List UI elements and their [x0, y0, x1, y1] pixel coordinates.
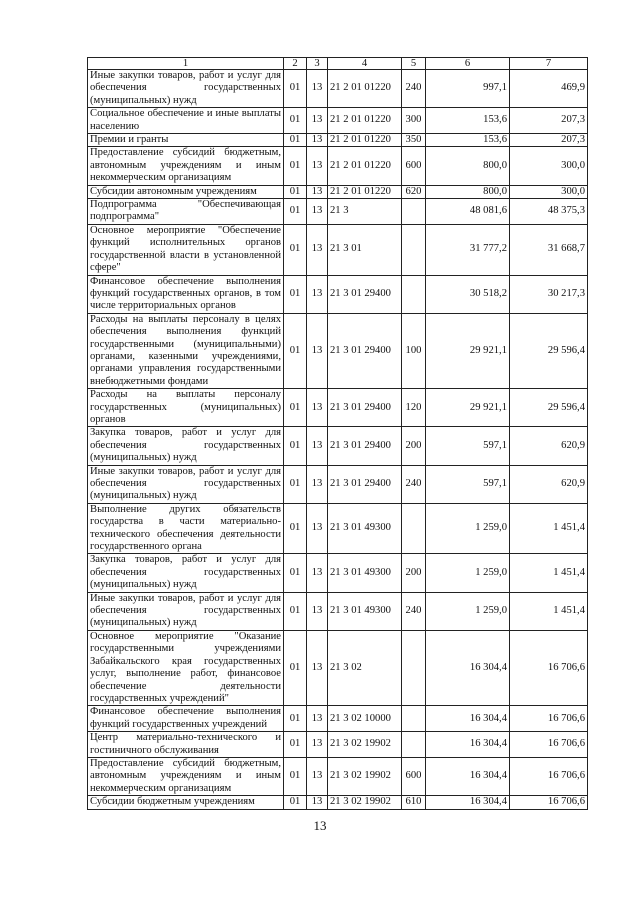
cell-amount-year-2: 29 596,4 — [510, 313, 588, 388]
cell-subsection: 13 — [307, 389, 328, 427]
cell-expense-type — [402, 706, 426, 732]
cell-section: 01 — [284, 465, 307, 503]
cell-target-article: 21 3 02 19902 — [328, 796, 402, 809]
table-row — [88, 147, 588, 185]
cell-amount-year-1: 29 921,1 — [426, 313, 510, 388]
table-row — [88, 108, 588, 134]
cell-expense-type: 120 — [402, 389, 426, 427]
cell-subsection: 13 — [307, 134, 328, 147]
cell-subsection: 13 — [307, 147, 328, 185]
cell-section: 01 — [284, 796, 307, 809]
table-row — [88, 732, 588, 758]
cell-target-article: 21 3 01 — [328, 224, 402, 275]
cell-amount-year-1: 597,1 — [426, 465, 510, 503]
cell-amount-year-1: 16 304,4 — [426, 706, 510, 732]
cell-amount-year-1: 30 518,2 — [426, 275, 510, 313]
cell-expense-type: 240 — [402, 592, 426, 630]
cell-amount-year-2: 31 668,7 — [510, 224, 588, 275]
header-col-3: 3 — [307, 58, 328, 70]
cell-item-name: Основное мероприятие "Оказание государственными учреждениями Забайкальского края государственных услуг, выполнение работ, финансовое обеспечение деятельности государственных учреждений" — [88, 630, 284, 705]
cell-item-name: Основное мероприятие "Обеспечение функций исполнительных органов государственной власти в установленной сфере" — [88, 224, 284, 275]
cell-amount-year-1: 16 304,4 — [426, 796, 510, 809]
cell-item-name: Субсидии автономным учреждениям — [88, 185, 284, 198]
cell-item-name: Иные закупки товаров, работ и услуг для обеспечения государственных (муниципальных) нужд — [88, 70, 284, 108]
cell-amount-year-1: 16 304,4 — [426, 732, 510, 758]
cell-subsection: 13 — [307, 706, 328, 732]
cell-expense-type: 600 — [402, 147, 426, 185]
cell-expense-type: 620 — [402, 185, 426, 198]
cell-amount-year-2: 300,0 — [510, 185, 588, 198]
cell-amount-year-2: 16 706,6 — [510, 706, 588, 732]
cell-section: 01 — [284, 70, 307, 108]
cell-target-article: 21 3 01 49300 — [328, 592, 402, 630]
cell-section: 01 — [284, 630, 307, 705]
cell-amount-year-2: 48 375,3 — [510, 199, 588, 225]
cell-expense-type: 200 — [402, 554, 426, 592]
cell-item-name: Центр материально-технического и гостиничного обслуживания — [88, 732, 284, 758]
cell-target-article: 21 2 01 01220 — [328, 134, 402, 147]
cell-amount-year-2: 1 451,4 — [510, 503, 588, 554]
cell-item-name: Выполнение других обязательств государства в части материально-технического обеспечения деятельности государственного органа — [88, 503, 284, 554]
cell-target-article: 21 3 01 49300 — [328, 503, 402, 554]
cell-item-name: Иные закупки товаров, работ и услуг для обеспечения государственных (муниципальных) нужд — [88, 465, 284, 503]
cell-section: 01 — [284, 134, 307, 147]
table-row — [88, 706, 588, 732]
cell-amount-year-2: 1 451,4 — [510, 554, 588, 592]
cell-amount-year-2: 207,3 — [510, 134, 588, 147]
cell-expense-type: 240 — [402, 465, 426, 503]
table-row — [88, 427, 588, 465]
cell-amount-year-2: 620,9 — [510, 427, 588, 465]
cell-item-name: Финансовое обеспечение выполнения функций государственных учреждений — [88, 706, 284, 732]
table-row — [88, 70, 588, 108]
cell-subsection: 13 — [307, 503, 328, 554]
table-row — [88, 630, 588, 705]
cell-amount-year-1: 997,1 — [426, 70, 510, 108]
header-col-7: 7 — [510, 58, 588, 70]
cell-amount-year-2: 16 706,6 — [510, 757, 588, 795]
cell-target-article: 21 2 01 01220 — [328, 70, 402, 108]
cell-amount-year-1: 800,0 — [426, 147, 510, 185]
cell-amount-year-1: 153,6 — [426, 108, 510, 134]
cell-subsection: 13 — [307, 796, 328, 809]
cell-subsection: 13 — [307, 465, 328, 503]
cell-amount-year-1: 800,0 — [426, 185, 510, 198]
cell-amount-year-2: 29 596,4 — [510, 389, 588, 427]
table-row — [88, 275, 588, 313]
cell-subsection: 13 — [307, 70, 328, 108]
table-row — [88, 796, 588, 809]
cell-amount-year-2: 16 706,6 — [510, 630, 588, 705]
cell-section: 01 — [284, 275, 307, 313]
cell-subsection: 13 — [307, 108, 328, 134]
cell-section: 01 — [284, 503, 307, 554]
table-row — [88, 592, 588, 630]
table-row — [88, 554, 588, 592]
cell-target-article: 21 3 02 10000 — [328, 706, 402, 732]
cell-item-name: Подпрограмма "Обеспечивающая подпрограмма" — [88, 199, 284, 225]
table-header-row — [88, 58, 588, 70]
cell-target-article: 21 3 01 29400 — [328, 465, 402, 503]
cell-amount-year-1: 1 259,0 — [426, 592, 510, 630]
cell-amount-year-1: 1 259,0 — [426, 554, 510, 592]
cell-target-article: 21 2 01 01220 — [328, 147, 402, 185]
cell-expense-type — [402, 630, 426, 705]
cell-amount-year-1: 16 304,4 — [426, 757, 510, 795]
cell-subsection: 13 — [307, 427, 328, 465]
cell-section: 01 — [284, 757, 307, 795]
cell-expense-type — [402, 199, 426, 225]
cell-subsection: 13 — [307, 224, 328, 275]
cell-expense-type: 600 — [402, 757, 426, 795]
cell-section: 01 — [284, 389, 307, 427]
cell-target-article: 21 3 01 49300 — [328, 554, 402, 592]
cell-subsection: 13 — [307, 592, 328, 630]
cell-amount-year-1: 153,6 — [426, 134, 510, 147]
cell-target-article: 21 3 01 29400 — [328, 275, 402, 313]
cell-section: 01 — [284, 706, 307, 732]
cell-amount-year-1: 48 081,6 — [426, 199, 510, 225]
cell-amount-year-1: 1 259,0 — [426, 503, 510, 554]
cell-section: 01 — [284, 732, 307, 758]
cell-expense-type — [402, 732, 426, 758]
cell-item-name: Финансовое обеспечение выполнения функций государственных органов, в том числе территориальных органов — [88, 275, 284, 313]
cell-item-name: Иные закупки товаров, работ и услуг для обеспечения государственных (муниципальных) нужд — [88, 592, 284, 630]
cell-section: 01 — [284, 147, 307, 185]
cell-target-article: 21 3 02 — [328, 630, 402, 705]
cell-item-name: Предоставление субсидий бюджетным, автономным учреждениям и иным некоммерческим организациям — [88, 147, 284, 185]
cell-item-name: Расходы на выплаты персоналу в целях обеспечения выполнения функций государственными (муниципальными) органами, казенными учреждениями, органами управления государственными внебюджетными фондами — [88, 313, 284, 388]
cell-expense-type: 200 — [402, 427, 426, 465]
cell-section: 01 — [284, 313, 307, 388]
cell-item-name: Премии и гранты — [88, 134, 284, 147]
cell-subsection: 13 — [307, 313, 328, 388]
header-col-5: 5 — [402, 58, 426, 70]
cell-section: 01 — [284, 427, 307, 465]
cell-target-article: 21 3 01 29400 — [328, 389, 402, 427]
cell-subsection: 13 — [307, 275, 328, 313]
table-row — [88, 224, 588, 275]
table-row — [88, 134, 588, 147]
cell-item-name: Субсидии бюджетным учреждениям — [88, 796, 284, 809]
header-col-6: 6 — [426, 58, 510, 70]
cell-subsection: 13 — [307, 185, 328, 198]
cell-amount-year-2: 469,9 — [510, 70, 588, 108]
cell-subsection: 13 — [307, 757, 328, 795]
header-col-4: 4 — [328, 58, 402, 70]
table-row — [88, 757, 588, 795]
cell-subsection: 13 — [307, 732, 328, 758]
cell-target-article: 21 3 01 29400 — [328, 313, 402, 388]
cell-item-name: Расходы на выплаты персоналу государственных (муниципальных) органов — [88, 389, 284, 427]
cell-target-article: 21 3 02 19902 — [328, 757, 402, 795]
cell-amount-year-2: 300,0 — [510, 147, 588, 185]
cell-amount-year-2: 620,9 — [510, 465, 588, 503]
cell-section: 01 — [284, 554, 307, 592]
cell-amount-year-1: 31 777,2 — [426, 224, 510, 275]
cell-expense-type — [402, 275, 426, 313]
cell-expense-type — [402, 224, 426, 275]
table-row — [88, 185, 588, 198]
cell-subsection: 13 — [307, 554, 328, 592]
cell-section: 01 — [284, 224, 307, 275]
cell-section: 01 — [284, 108, 307, 134]
page-number: 13 — [313, 818, 327, 833]
cell-amount-year-1: 29 921,1 — [426, 389, 510, 427]
cell-amount-year-1: 597,1 — [426, 427, 510, 465]
cell-section: 01 — [284, 185, 307, 198]
cell-target-article: 21 3 — [328, 199, 402, 225]
cell-amount-year-2: 30 217,3 — [510, 275, 588, 313]
cell-target-article: 21 3 02 19902 — [328, 732, 402, 758]
cell-amount-year-2: 16 706,6 — [510, 796, 588, 809]
cell-expense-type: 100 — [402, 313, 426, 388]
cell-item-name: Закупка товаров, работ и услуг для обеспечения государственных (муниципальных) нужд — [88, 427, 284, 465]
table-row — [88, 465, 588, 503]
cell-item-name: Закупка товаров, работ и услуг для обеспечения государственных (муниципальных) нужд — [88, 554, 284, 592]
cell-expense-type: 350 — [402, 134, 426, 147]
cell-section: 01 — [284, 592, 307, 630]
cell-target-article: 21 3 01 29400 — [328, 427, 402, 465]
cell-subsection: 13 — [307, 199, 328, 225]
cell-expense-type: 300 — [402, 108, 426, 134]
cell-expense-type: 610 — [402, 796, 426, 809]
cell-item-name: Социальное обеспечение и иные выплаты населению — [88, 108, 284, 134]
cell-amount-year-2: 207,3 — [510, 108, 588, 134]
cell-subsection: 13 — [307, 630, 328, 705]
cell-target-article: 21 2 01 01220 — [328, 108, 402, 134]
cell-amount-year-2: 16 706,6 — [510, 732, 588, 758]
cell-item-name: Предоставление субсидий бюджетным, автономным учреждениям и иным некоммерческим организациям — [88, 757, 284, 795]
cell-expense-type: 240 — [402, 70, 426, 108]
header-col-1: 1 — [88, 58, 284, 70]
cell-amount-year-1: 16 304,4 — [426, 630, 510, 705]
cell-expense-type — [402, 503, 426, 554]
table-row — [88, 503, 588, 554]
cell-target-article: 21 2 01 01220 — [328, 185, 402, 198]
cell-section: 01 — [284, 199, 307, 225]
table-row — [88, 199, 588, 225]
cell-amount-year-2: 1 451,4 — [510, 592, 588, 630]
budget-table — [87, 57, 588, 810]
header-col-2: 2 — [284, 58, 307, 70]
table-row — [88, 389, 588, 427]
table-row — [88, 313, 588, 388]
